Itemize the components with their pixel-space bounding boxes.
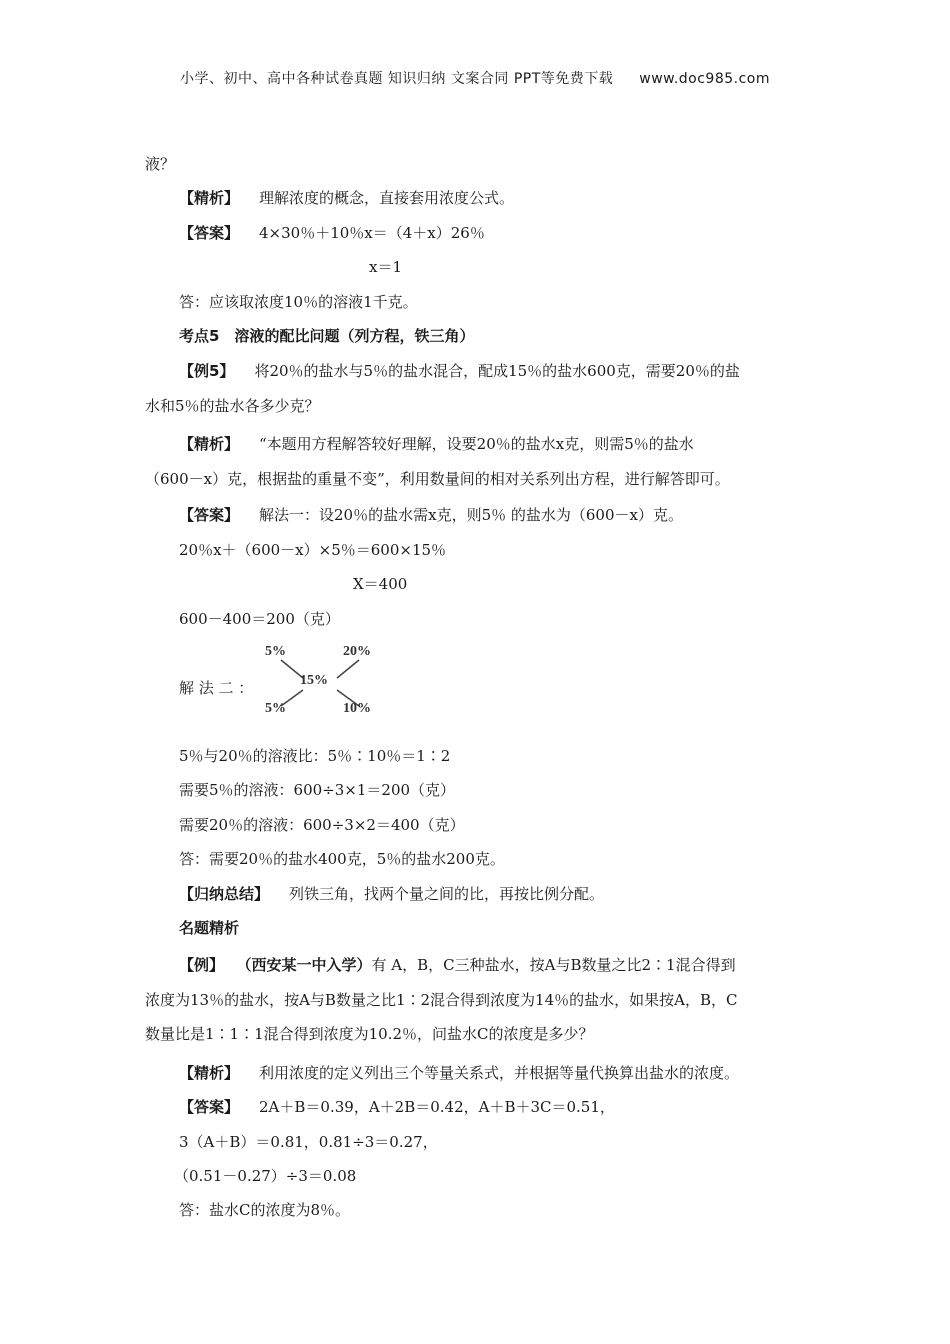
line-28: （0.51－0.27）÷3＝0.08 <box>174 1167 357 1185</box>
line-8: 水和5％的盐水各多少克？ <box>145 397 320 415</box>
label-analysis: 【精析】 <box>179 1064 240 1082</box>
label-example5: 【例5】 <box>179 362 235 380</box>
line-23: 浓度为13％的盐水，按A与B数量之比1∶2混合得到浓度为14％的盐水，如果按A，B，C <box>145 991 738 1009</box>
diagram-bottom-left: 5% <box>265 701 286 716</box>
diagram-bottom-right: 10% <box>343 701 371 716</box>
header-text: 小学、初中、高中各种试卷真题 知识归纳 文案合同 PPT等免费下载 <box>179 71 614 87</box>
line-12: 20％x＋（600－x）×5％＝600×15％ <box>179 541 447 559</box>
section-heading: 考点5 溶液的配比问题（列方程，铁三角） <box>179 327 475 345</box>
line-5: 答：应该取浓度10％的溶液1千克。 <box>179 293 418 311</box>
line-10: （600－x）克，根据盐的重量不变”，利用数量间的相对关系列出方程，进行解答即可。 <box>145 470 730 488</box>
section-famous-problems: 名题精析 <box>179 919 240 937</box>
line-20: 【归纳总结】 列铁三角，找两个量之间的比，再按比例分配。 <box>179 885 605 903</box>
line-14: 600－400＝200（克） <box>179 610 340 628</box>
label-answer: 【答案】 <box>179 224 240 242</box>
line-4: x＝1 <box>369 258 403 276</box>
diagram-top-right: 20% <box>343 644 371 659</box>
line-29: 答：盐水C的浓度为8％。 <box>179 1201 351 1219</box>
label-example: 【例】 <box>179 956 225 974</box>
cross-ratio-diagram <box>255 640 385 722</box>
label-analysis: 【精析】 <box>179 189 240 207</box>
diagram-center: 15% <box>300 673 328 688</box>
label-summary: 【归纳总结】 <box>179 885 270 903</box>
header-site: www.doc985.com <box>639 71 771 87</box>
line-27: 3（A＋B）＝0.81，0.81÷3＝0.27， <box>179 1133 438 1151</box>
label-answer: 【答案】 <box>179 1098 240 1116</box>
line-3: 【答案】 4×30％＋10％x＝（4＋x）26％ <box>179 224 485 242</box>
line-26: 【答案】 2A＋B＝0.39，A＋2B＝0.42，A＋B＋3C＝0.51， <box>179 1098 615 1116</box>
label-analysis: 【精析】 <box>179 435 240 453</box>
line-13: X＝400 <box>353 575 408 593</box>
line-18: 需要20％的溶液：600÷3×2＝400（克） <box>179 816 465 834</box>
line-22: 【例】 （西安某一中入学）有 A，B，C三种盐水，按A与B数量之比2∶1混合得到 <box>179 956 736 974</box>
line-7: 【例5】 将20％的盐水与5％的盐水混合，配成15％的盐水600克，需要20％的盐 <box>179 362 740 380</box>
line-1: 液？ <box>145 155 176 173</box>
line-2: 【精析】 理解浓度的概念，直接套用浓度公式。 <box>179 189 515 207</box>
line-24: 数量比是1∶1∶1混合得到浓度为10.2％，问盐水C的浓度是多少？ <box>145 1025 594 1043</box>
line-25: 【精析】 利用浓度的定义列出三个等量关系式，并根据等量代换算出盐水的浓度。 <box>179 1064 740 1082</box>
line-16: 5％与20％的溶液比：5％∶10％＝1∶2 <box>179 747 451 765</box>
label-answer: 【答案】 <box>179 506 240 524</box>
line-15: 解 法 二 ： <box>179 679 254 697</box>
example-source: （西安某一中入学） <box>244 956 372 974</box>
page-header <box>0 68 950 88</box>
line-19: 答：需要20％的盐水400克，5％的盐水200克。 <box>179 850 505 868</box>
diagram-top-left: 5% <box>265 644 286 659</box>
line-11: 【答案】 解法一：设20％的盐水需x克，则5％ 的盐水为（600－x）克。 <box>179 506 683 524</box>
line-9: 【精析】 “本题用方程解答较好理解，设要20％的盐水x克，则需5％的盐水 <box>179 435 694 453</box>
line-17: 需要5％的溶液：600÷3×1＝200（克） <box>179 781 456 799</box>
